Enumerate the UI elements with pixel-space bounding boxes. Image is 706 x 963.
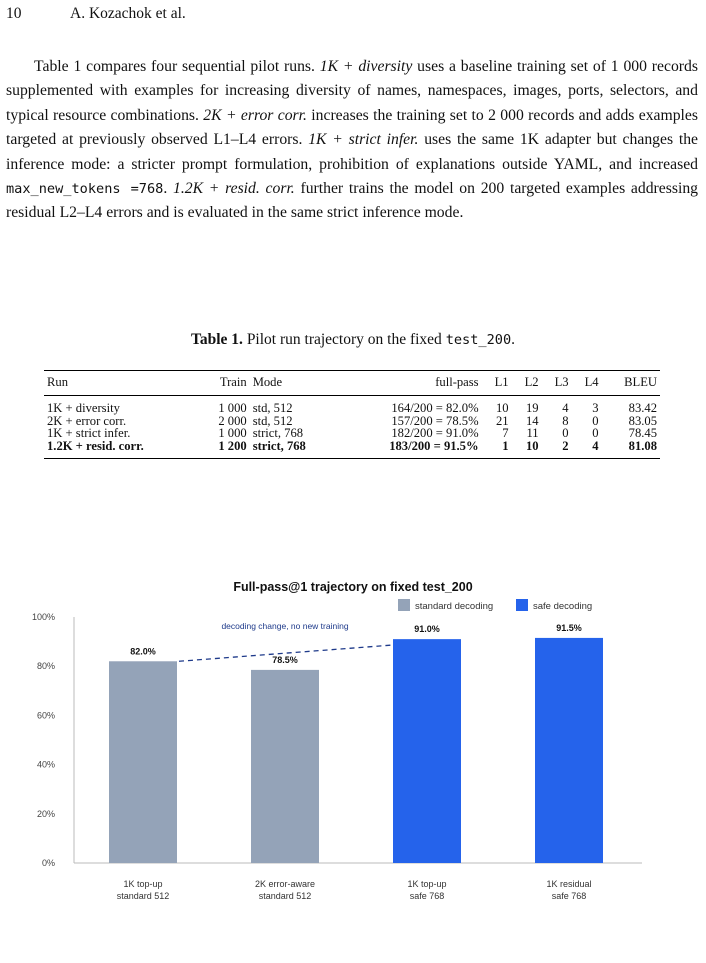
table-cell: 21 <box>495 413 509 428</box>
table-cell: 0 <box>592 413 599 428</box>
table-row <box>44 440 660 458</box>
table-cell: 1 <box>482 440 512 458</box>
table-cell: 83.05 <box>628 413 657 428</box>
table-cell: 0 <box>592 426 599 441</box>
paragraph-text <box>6 55 698 226</box>
y-tick-label: 60% <box>36 710 55 721</box>
table-cell: 4 <box>572 440 602 458</box>
paragraph-segment: uses a baseline training set of 1 000 records supplemented with examples for increasing diversity of names, namespaces, images, ports, selectors, and typical resource combinations. <box>6 58 698 124</box>
chart-title: Full-pass@1 trajectory on fixed test_200 <box>233 580 473 594</box>
x-tick-label: safe 768 <box>409 891 445 901</box>
table-cell: 2 000 <box>218 413 247 428</box>
legend-swatch <box>398 599 410 611</box>
table-cell: 1 200 <box>198 440 250 458</box>
table-cell: 83.42 <box>628 400 657 415</box>
paragraph-segment: uses the same 1K adapter but changes the inference mode: a stricter prompt formulation, prohibition of explanations outside YAML, and increased <box>6 131 699 173</box>
run-name-italic: 1K + strict infer. <box>308 131 419 149</box>
run-name-italic: 1.2K + resid. corr. <box>172 180 295 198</box>
table-cell: 10 <box>495 400 509 415</box>
table-cell: strict, 768 <box>250 440 339 458</box>
table-cell: 183/200 = 91.5% <box>338 440 481 458</box>
column-header: L3 <box>542 371 572 396</box>
table-cell: 7 <box>502 426 509 441</box>
y-tick-label: 0% <box>41 858 55 868</box>
bar-value-label: 78.5% <box>272 654 298 665</box>
table-cell: 81.08 <box>602 440 660 458</box>
x-tick-label: safe 768 <box>551 891 587 901</box>
running-authors: A. Kozachok et al. <box>70 5 186 22</box>
y-tick-label: 20% <box>36 808 55 819</box>
annotation-label: decoding change, no new training <box>221 621 349 631</box>
table-cell: 11 <box>526 426 539 441</box>
bar <box>535 638 603 863</box>
column-header: Train <box>198 371 250 396</box>
table-cell: 1 000 <box>218 400 247 415</box>
table-cell: 2 <box>542 440 572 458</box>
paragraph-segment: increases the training set to 2 000 records and adds examples targeted at previously observed L1–L4 errors. <box>6 106 698 149</box>
paragraph-segment: Table 1 compares four sequential pilot runs. <box>34 58 320 75</box>
y-tick-label: 100% <box>31 612 55 622</box>
x-tick-label: 1K residual <box>546 879 592 889</box>
legend-swatch <box>516 599 528 611</box>
column-header: L4 <box>572 371 602 396</box>
y-tick-label: 80% <box>36 661 55 672</box>
column-header: Run <box>44 371 198 396</box>
table-cell: 1 000 <box>218 426 247 441</box>
fullpass-bar-chart <box>0 570 706 910</box>
table-cell: 3 <box>592 400 599 415</box>
table-cell: std, 512 <box>252 413 293 428</box>
bar <box>393 639 461 863</box>
table-cell: 10 <box>512 440 542 458</box>
y-tick-label: 40% <box>36 759 55 770</box>
table-caption <box>0 331 706 349</box>
bar-value-label: 82.0% <box>130 646 156 657</box>
table-caption-end: . <box>511 331 516 348</box>
bar-value-label: 91.5% <box>556 622 582 633</box>
body-paragraph <box>6 55 698 226</box>
table-cell: 2K + error corr. <box>47 413 127 428</box>
bar-value-label: 91.0% <box>414 624 440 635</box>
table-cell: 0 <box>562 426 569 441</box>
table-cell: 1.2K + resid. corr. <box>44 440 198 458</box>
legend-label: safe decoding <box>533 601 593 612</box>
page-number: 10 <box>6 5 22 22</box>
column-header: full-pass <box>338 371 481 396</box>
table-cell: 1K + diversity <box>47 400 120 415</box>
pilot-run-table <box>44 370 660 459</box>
column-header: L2 <box>512 371 542 396</box>
table-cell: 19 <box>525 400 539 415</box>
column-header: L1 <box>482 371 512 396</box>
run-name-italic: 2K + error corr. <box>203 106 307 124</box>
legend-label: standard decoding <box>415 601 494 612</box>
paragraph-segment: . <box>163 180 173 198</box>
bar <box>251 670 319 863</box>
table-cell: 78.45 <box>628 426 657 441</box>
x-tick-label: standard 512 <box>258 891 312 901</box>
table-cell: 4 <box>562 400 569 415</box>
table-caption-label: Table 1. <box>190 331 243 348</box>
table-cell: 14 <box>525 413 539 428</box>
table-header-row <box>44 371 660 396</box>
table-caption-code: test_200 <box>445 332 512 348</box>
column-header: Mode <box>250 371 339 396</box>
table-cell: 157/200 = 78.5% <box>391 413 479 428</box>
x-tick-label: standard 512 <box>116 891 170 901</box>
table-row <box>44 395 660 414</box>
table-caption-text: Pilot run trajectory on the fixed <box>242 331 446 348</box>
paragraph-segment: further trains the model on 200 targeted examples addressing residual L2–L4 errors and is evaluated in the same strict inference mode. <box>6 180 699 222</box>
table-cell: 164/200 = 82.0% <box>391 400 479 415</box>
x-tick-label: 2K error-aware <box>254 879 316 889</box>
table-cell: strict, 768 <box>252 426 304 441</box>
table-cell: 8 <box>562 413 569 428</box>
x-tick-label: 1K top-up <box>123 879 163 889</box>
table-cell: 182/200 = 91.0% <box>391 426 479 441</box>
page-header <box>6 5 186 23</box>
x-tick-label: 1K top-up <box>407 879 447 889</box>
column-header: BLEU <box>602 371 660 396</box>
bar <box>109 661 177 863</box>
table-cell: 1K + strict infer. <box>47 426 131 441</box>
run-name-italic: 1K + diversity <box>319 58 413 75</box>
table-cell: std, 512 <box>252 400 293 415</box>
inline-code: max_new_tokens =768 <box>6 181 164 198</box>
